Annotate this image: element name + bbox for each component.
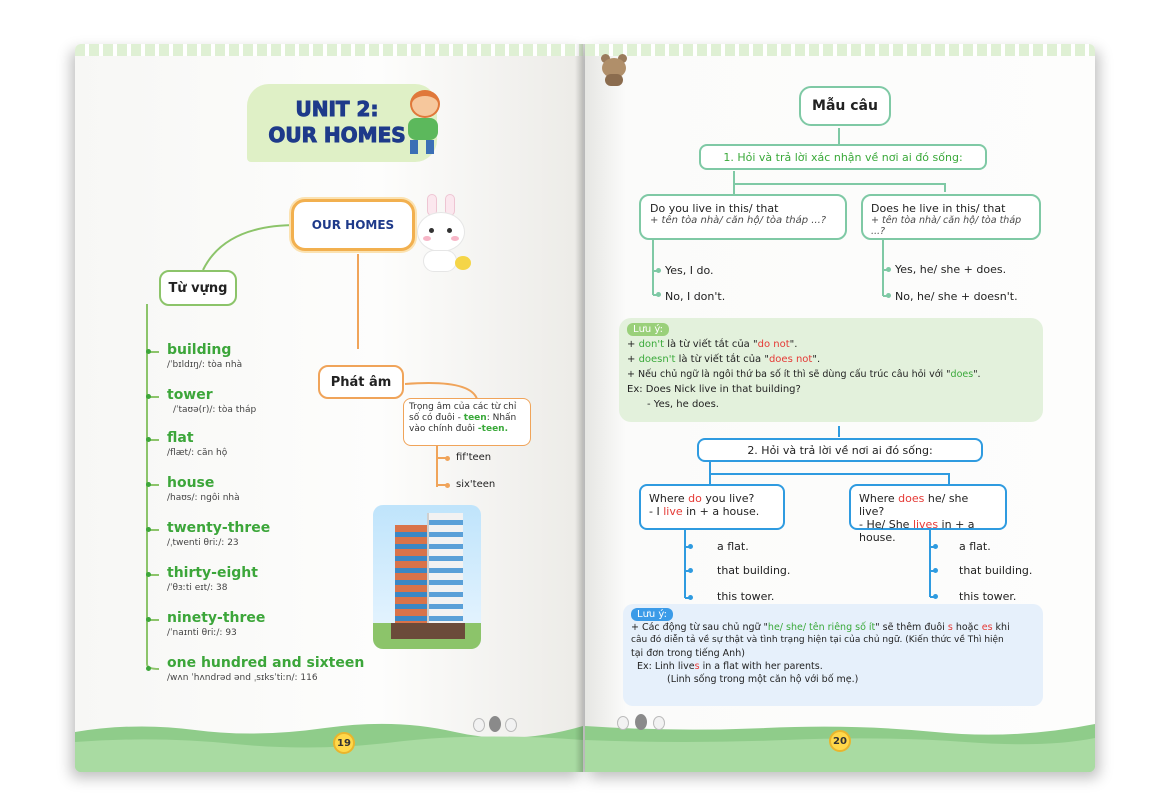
- unit-title-line2: OUR HOMES: [268, 123, 406, 147]
- note1-tag: Lưu ý:: [627, 323, 669, 336]
- pron-note-a: Trọng âm của các từ chỉ số có đuôi -: [409, 402, 517, 423]
- vocab-item: [167, 430, 227, 458]
- vocab-ipa: /wʌn ˈhʌndrəd ənd ˌsɪksˈtiːn/: 116: [167, 673, 318, 683]
- answer-no-i-dont: No, I don't.: [665, 290, 726, 303]
- bullet-dot: [656, 268, 661, 273]
- where-answer1: - I live in + a house.: [649, 505, 760, 518]
- note2-translation: (Linh sống trong một căn hộ với bố mẹ.): [667, 674, 859, 685]
- vocab-item: [167, 387, 256, 415]
- note2-line1: + Các động từ sau chủ ngữ "he/ she/ tên riêng số ít" sẽ thêm đuôi s hoặc es khi: [631, 622, 1010, 633]
- page-number-right: 20: [829, 730, 851, 752]
- center-node: [291, 199, 415, 251]
- section2-header-text: 2. Hỏi và trả lời về nơi ai đó sống:: [747, 443, 933, 457]
- where1-option: a flat.: [717, 540, 749, 553]
- bunny-group-right: [617, 712, 677, 732]
- note1-example-question: Ex: Does Nick live in that building?: [627, 384, 801, 395]
- bullet-dot: [688, 544, 693, 549]
- where1-option: that building.: [717, 564, 791, 577]
- note2-line2: câu đó diễn tả về sự thật và tình trạng hiện tại của chủ ngữ. (Kiến thức về Thì hiện: [631, 635, 1004, 645]
- where-question2-box: [849, 484, 1007, 544]
- vocab-item: [167, 342, 242, 370]
- where-answer2: - He/ She lives in + a house.: [859, 518, 975, 544]
- bullet-dot: [933, 594, 938, 599]
- bullet-dot: [146, 617, 151, 622]
- vocab-ipa: /haʊs/: ngôi nhà: [167, 493, 240, 503]
- vocab-word: twenty-three: [167, 520, 271, 536]
- where-question1: Where do you live?: [649, 492, 755, 505]
- pron-example: six'teen: [456, 479, 496, 490]
- note1-line1: + don't là từ viết tắt của "do not".: [627, 339, 798, 350]
- unit-title: [257, 96, 417, 148]
- question2-line2: + tên tòa nhà/ căn hộ/ tòa tháp ...?: [871, 215, 1022, 237]
- question1-line2: + tên tòa nhà/ căn hộ/ tòa tháp ...?: [650, 215, 827, 226]
- vocab-ipa: /ˌtwenti θriː/: 23: [167, 538, 239, 548]
- vocab-ipa: /ˈbɪldɪŋ/: tòa nhà: [167, 360, 243, 370]
- bullet-dot: [146, 394, 151, 399]
- pattern-title: Mẫu câu: [812, 98, 878, 114]
- pron-note-box: [403, 398, 531, 446]
- bullet-dot: [933, 544, 938, 549]
- bullet-dot: [688, 568, 693, 573]
- vocab-ipa: /ˈθɜːti eɪt/: 38: [167, 583, 228, 593]
- bullet-dot: [146, 572, 151, 577]
- bullet-dot: [146, 437, 151, 442]
- section1-header-text: 1. Hỏi và trả lời xác nhận về nơi ai đó sống:: [723, 150, 963, 164]
- bunny-group-left: [473, 714, 523, 732]
- section2-header: [697, 438, 983, 462]
- question2-box: [861, 194, 1041, 240]
- pron-example: fif'teen: [456, 452, 492, 463]
- pron-note-b: : Nhấn vào chính đuôi: [409, 413, 517, 434]
- vocab-item: [167, 565, 258, 593]
- question1-box: [639, 194, 847, 240]
- vocab-word: flat: [167, 430, 194, 446]
- note1-example-answer: - Yes, he does.: [647, 399, 719, 410]
- bullet-dot: [886, 293, 891, 298]
- section1-header: [699, 144, 987, 170]
- note2-tag: Lưu ý:: [631, 608, 673, 621]
- where2-option: that building.: [959, 564, 1033, 577]
- page-number-left: 19: [333, 732, 355, 754]
- note2-box: [623, 604, 1043, 706]
- vocab-word: ninety-three: [167, 610, 266, 626]
- boy-illustration: [400, 86, 450, 156]
- where-question1-box: [639, 484, 785, 530]
- where1-option: this tower.: [717, 590, 775, 603]
- center-node-label: OUR HOMES: [311, 218, 395, 232]
- bunny-illustration: [413, 194, 475, 276]
- vocab-item: [167, 655, 364, 683]
- vocab-ipa: /ˈtaʊə(r)/: tòa tháp: [173, 405, 257, 415]
- pattern-title-box: [799, 86, 891, 126]
- question1-line1: Do you live in this/ that: [650, 202, 779, 215]
- vocab-item: [167, 610, 265, 638]
- vocab-word: one hundred and sixteen: [167, 655, 365, 671]
- ground-decoration: [75, 702, 583, 772]
- right-page: [585, 44, 1095, 772]
- vocab-word: building: [167, 342, 232, 358]
- vocab-item: [167, 475, 240, 503]
- bullet-dot: [933, 568, 938, 573]
- pron-heading-box: [318, 365, 404, 399]
- where2-option: a flat.: [959, 540, 991, 553]
- bullet-dot: [656, 292, 661, 297]
- bullet-dot: [886, 267, 891, 272]
- answer-yes-does: Yes, he/ she + does.: [895, 263, 1007, 276]
- vocab-ipa: /flæt/: căn hộ: [167, 448, 228, 458]
- vocab-word: house: [167, 475, 215, 491]
- pron-heading: Phát âm: [330, 374, 392, 390]
- note1-box: [619, 318, 1043, 422]
- vocab-heading: Từ vựng: [168, 280, 228, 296]
- building-illustration: [373, 505, 481, 649]
- pron-note-teen2: -teen.: [477, 424, 508, 434]
- note2-example: Ex: Linh lives in a flat with her parents.: [637, 661, 823, 672]
- question2-line1: Does he live in this/ that: [871, 202, 1006, 215]
- answer-no-doesnt: No, he/ she + doesn't.: [895, 290, 1018, 303]
- vocab-heading-box: [159, 270, 237, 306]
- left-page: [75, 44, 583, 772]
- pron-note-teen: teen: [463, 413, 487, 423]
- note1-line3: + Nếu chủ ngữ là ngôi thứ ba số ít thì sẽ dùng cấu trúc câu hỏi với "does".: [627, 369, 981, 380]
- unit-title-line1: UNIT 2:: [295, 97, 379, 121]
- bullet-dot: [688, 595, 693, 600]
- vocab-word: tower: [167, 387, 213, 403]
- bullet-dot: [445, 456, 450, 461]
- bullet-dot: [146, 666, 151, 671]
- bullet-dot: [146, 349, 151, 354]
- bullet-dot: [445, 483, 450, 488]
- where2-option: this tower.: [959, 590, 1017, 603]
- bullet-dot: [146, 527, 151, 532]
- where-question2: Where does he/ she live?: [859, 492, 969, 518]
- answer-yes-i-do: Yes, I do.: [665, 264, 714, 277]
- vocab-ipa: /ˈnaɪnti θriː/: 93: [167, 628, 237, 638]
- bullet-dot: [146, 482, 151, 487]
- note1-line2: + doesn't là từ viết tắt của "does not".: [627, 354, 821, 365]
- vocab-item: [167, 520, 270, 548]
- vocab-word: thirty-eight: [167, 565, 258, 581]
- note2-line3: tại đơn trong tiếng Anh): [631, 648, 745, 659]
